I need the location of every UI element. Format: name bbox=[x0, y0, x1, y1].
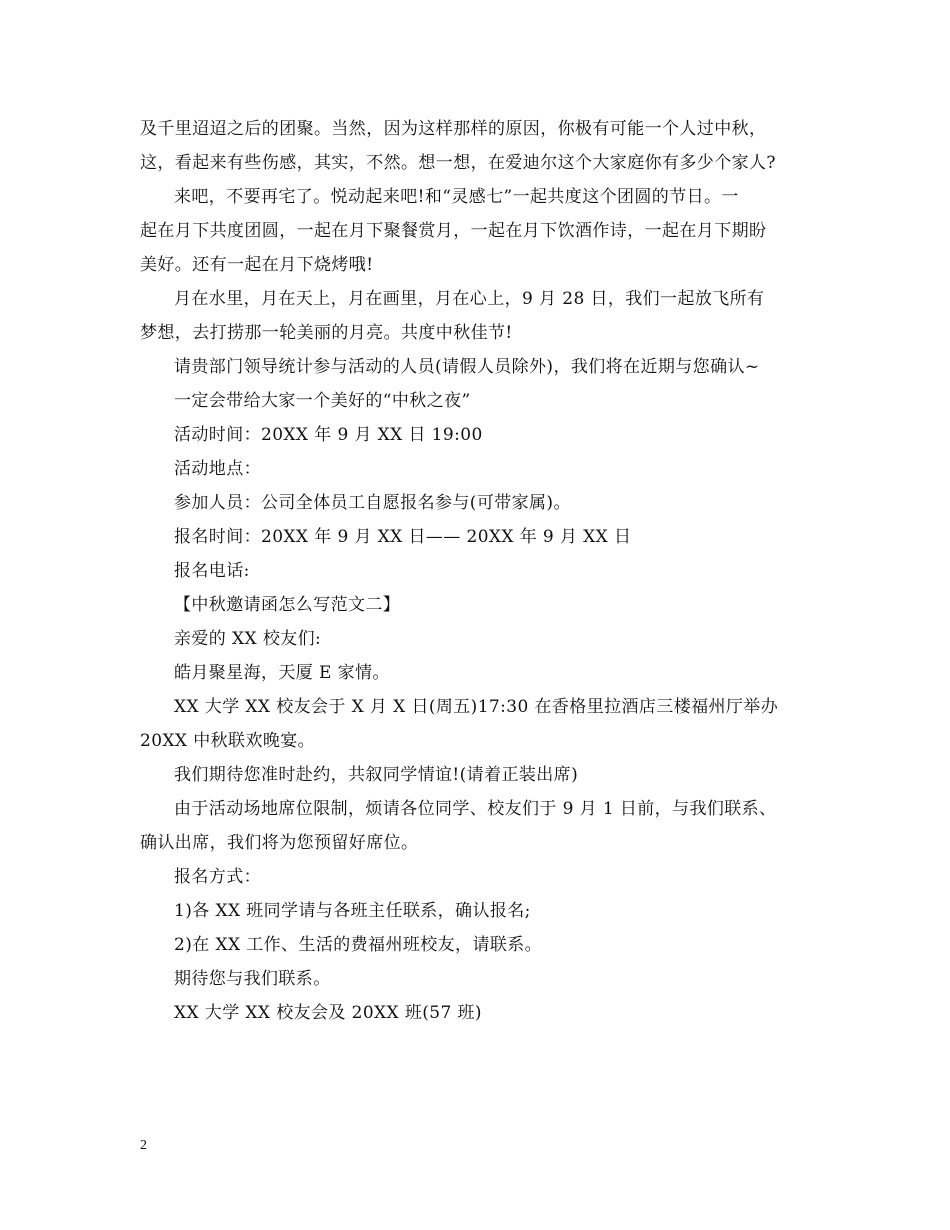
text-line: 报名时间：20XX 年 9 月 XX 日—— 20XX 年 9 月 XX 日 bbox=[174, 527, 632, 547]
text-line: 美好。还有一起在月下烧烤哦! bbox=[140, 255, 374, 275]
text-line: 请贵部门领导统计参与活动的人员(请假人员除外)，我们将在近期与您确认~ bbox=[174, 357, 760, 377]
text-line: 参加人员：公司全体员工自愿报名参与(可带家属)。 bbox=[174, 493, 571, 513]
text-line: 这，看起来有些伤感，其实，不然。想一想，在爱迪尔这个大家庭你有多少个家人? bbox=[140, 153, 776, 173]
text-line: 确认出席，我们将为您预留好席位。 bbox=[140, 833, 419, 853]
page-number: 2 bbox=[140, 1138, 147, 1153]
text-line: 梦想，去打捞那一轮美丽的月亮。共度中秋佳节! bbox=[140, 323, 513, 343]
text-line: 一定会带给大家一个美好的“中秋之夜” bbox=[174, 391, 471, 411]
text-line: 及千里迢迢之后的团聚。当然，因为这样那样的原因，你极有可能一个人过中秋， bbox=[140, 119, 767, 139]
text-line: 来吧，不要再宅了。悦动起来吧!和“灵感七”一起共度这个团圆的节日。一 bbox=[174, 187, 739, 207]
text-line: 报名电话: bbox=[174, 561, 250, 581]
text-line: 2)在 XX 工作、生活的费福州班校友，请联系。 bbox=[174, 935, 543, 955]
text-line: 期待您与我们联系。 bbox=[174, 969, 331, 989]
text-line: 我们期待您准时赴约，共叙同学情谊!(请着正装出席) bbox=[174, 765, 579, 785]
text-line: 1)各 XX 班同学请与各班主任联系，确认报名; bbox=[174, 901, 531, 921]
text-line: 20XX 中秋联欢晚宴。 bbox=[140, 731, 316, 751]
text-line: 皓月聚星海，天厦 E 家情。 bbox=[174, 663, 390, 683]
text-line: 活动时间：20XX 年 9 月 XX 日 19:00 bbox=[174, 425, 483, 445]
text-line: XX 大学 XX 校友会及 20XX 班(57 班) bbox=[174, 1003, 482, 1023]
text-line: 活动地点： bbox=[174, 459, 261, 479]
text-line: XX 大学 XX 校友会于 X 月 X 日(周五)17:30 在香格里拉酒店三楼福州厅举办 bbox=[174, 697, 779, 717]
text-line: 亲爱的 XX 校友们: bbox=[174, 629, 322, 649]
text-line: 月在水里，月在天上，月在画里，月在心上，9 月 28 日，我们一起放飞所有 bbox=[174, 289, 765, 309]
text-line: 由于活动场地席位限制，烦请各位同学、校友们于 9 月 1 日前，与我们联系、 bbox=[174, 799, 777, 819]
text-line: 【中秋邀请函怎么写范文二】 bbox=[174, 595, 401, 615]
text-line: 起在月下共度团圆，一起在月下聚餐赏月，一起在月下饮酒作诗，一起在月下期盼 bbox=[140, 221, 767, 241]
text-line: 报名方式： bbox=[174, 867, 261, 887]
document-body bbox=[140, 112, 820, 1030]
